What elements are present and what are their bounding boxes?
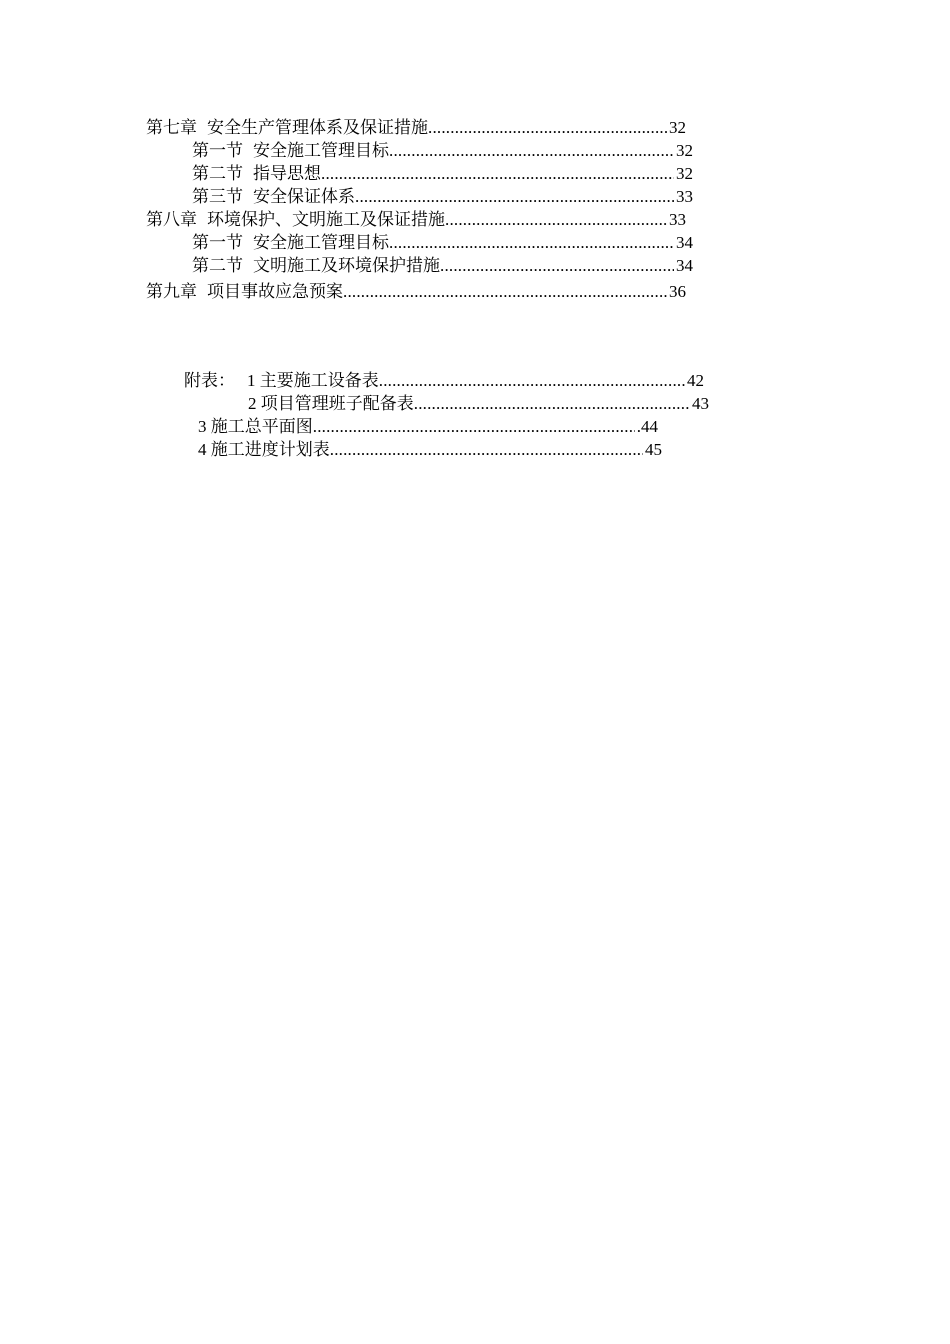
toc-title: 环境保护、文明施工及保证措施 — [207, 210, 445, 229]
toc-section-8-2[interactable] — [192, 254, 693, 277]
toc-page-number: 34 — [676, 233, 693, 252]
toc-chapter-9[interactable] — [146, 280, 686, 303]
appendix-item-1[interactable] — [184, 369, 704, 392]
toc-number: 第九章 — [146, 282, 197, 301]
toc-title: 指导思想 — [253, 164, 321, 183]
toc-number: 第二节 — [192, 164, 243, 183]
toc-leader-dots — [321, 162, 674, 185]
toc-number: 第八章 — [146, 210, 197, 229]
appendix-item-2[interactable] — [248, 392, 709, 415]
toc-title: 文明施工及环境保护措施 — [253, 256, 440, 275]
toc-section-7-1[interactable] — [192, 139, 693, 162]
appendix-page-number: .44 — [636, 417, 658, 436]
appendix-label: 附表： — [184, 371, 235, 390]
toc-number: 第一节 — [192, 233, 243, 252]
toc-leader-dots — [343, 280, 667, 303]
toc-number: 第七章 — [146, 118, 197, 137]
toc-page-number: 32 — [669, 118, 686, 137]
toc-page-number: 32 — [676, 164, 693, 183]
toc-leader-dots — [313, 415, 635, 438]
toc-title: 项目事故应急预案 — [207, 282, 343, 301]
appendix-title: 1 主要施工设备表 — [247, 371, 379, 390]
toc-number: 第二节 — [192, 256, 243, 275]
toc-title: 安全生产管理体系及保证措施 — [207, 118, 428, 137]
toc-leader-dots — [445, 208, 667, 231]
toc-number: 第三节 — [192, 187, 243, 206]
toc-leader-dots — [355, 185, 674, 208]
toc-page-number: 36 — [669, 282, 686, 301]
toc-page-number: 33 — [676, 187, 693, 206]
toc-leader-dots — [440, 254, 674, 277]
toc-section-7-3[interactable] — [192, 185, 693, 208]
toc-title: 安全施工管理目标 — [253, 141, 389, 160]
appendix-page-number: 43 — [692, 394, 709, 413]
appendix-title: 2 项目管理班子配备表 — [248, 394, 414, 413]
toc-section-8-1[interactable] — [192, 231, 693, 254]
toc-page-number: 32 — [676, 141, 693, 160]
appendix-page-number: 45 — [645, 440, 662, 459]
appendix-item-3[interactable] — [198, 415, 658, 438]
toc-page-number: 33 — [669, 210, 686, 229]
toc-leader-dots — [428, 116, 667, 139]
toc-chapter-7[interactable] — [146, 116, 686, 139]
appendix-title: 4 施工进度计划表 — [198, 440, 330, 459]
toc-number: 第一节 — [192, 141, 243, 160]
appendix-title: 3 施工总平面图 — [198, 417, 313, 436]
toc-section-7-2[interactable] — [192, 162, 693, 185]
appendix-page-number: 42 — [687, 371, 704, 390]
toc-chapter-8[interactable] — [146, 208, 686, 231]
toc-leader-dots — [379, 369, 685, 392]
toc-page-number: 34 — [676, 256, 693, 275]
toc-leader-dots — [414, 392, 690, 415]
toc-leader-dots — [389, 231, 674, 254]
toc-title: 安全保证体系 — [253, 187, 355, 206]
toc-leader-dots — [330, 438, 643, 461]
toc-title: 安全施工管理目标 — [253, 233, 389, 252]
appendix-item-4[interactable] — [198, 438, 662, 461]
toc-leader-dots — [389, 139, 674, 162]
